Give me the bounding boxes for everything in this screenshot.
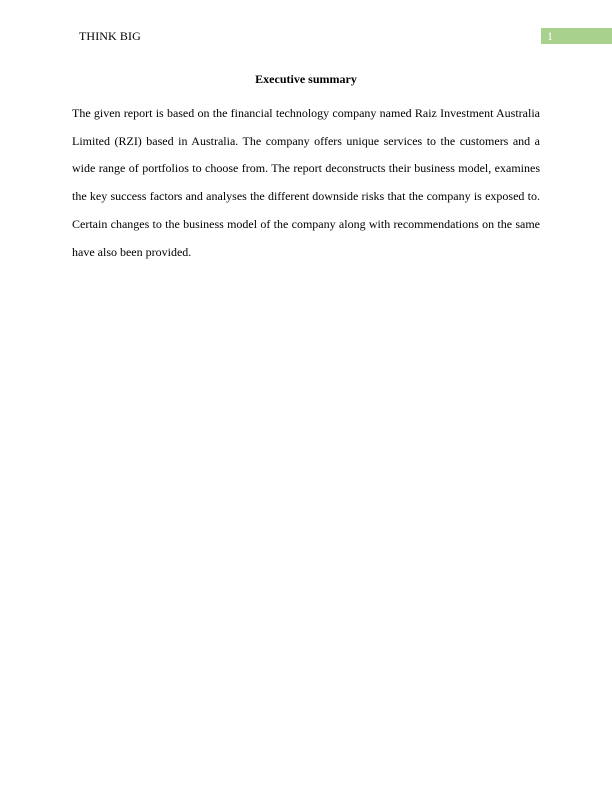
document-body-paragraph: The given report is based on the financial technology company named Raiz Investment Australia Limited (RZI) based in Australia. The company offers unique services to the customers and a wide range of portfolios to choose from. The report deconstructs their business model, examines the key success factors and analyses the different downside risks that the company is exposed to. Certain changes to the business model of the company along with recommendations on the same have also been provided. bbox=[72, 106, 540, 259]
document-heading: Executive summary bbox=[255, 72, 357, 86]
header-title: THINK BIG bbox=[79, 29, 141, 43]
page-number-badge bbox=[541, 28, 612, 44]
page-number: 1 bbox=[547, 29, 553, 43]
